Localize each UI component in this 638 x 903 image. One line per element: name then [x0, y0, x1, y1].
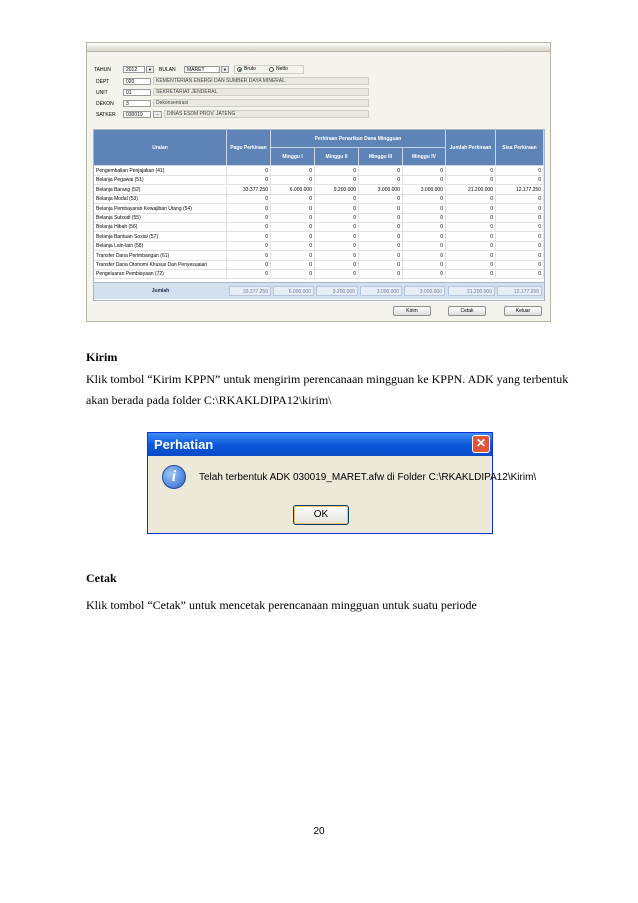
dept-label: DEPT — [96, 79, 110, 85]
cell-jumlah: 0 — [446, 205, 496, 214]
kirim-heading: Kirim — [86, 350, 118, 364]
cell-pagu: 0 — [227, 195, 271, 204]
cell-sisa: 0 — [496, 242, 544, 251]
cell-m4: 0 — [403, 167, 446, 176]
cell-uraian: Pengembalian Penjajakan (41) — [94, 167, 227, 176]
netto-radio-icon[interactable] — [269, 67, 274, 72]
satker-code-field[interactable]: 030019 — [123, 111, 151, 118]
cell-m2: 0 — [315, 167, 359, 176]
header-pagu: Pagu Perkiraan — [227, 130, 271, 166]
unit-code-field[interactable]: 01 — [123, 89, 151, 96]
bulan-dropdown-icon[interactable]: ▼ — [221, 66, 229, 73]
cell-m1: 0 — [271, 195, 315, 204]
cell-m3: 0 — [359, 167, 403, 176]
table-row[interactable] — [94, 205, 544, 214]
cell-m4: 0 — [403, 176, 446, 185]
bulan-label: BULAN — [159, 67, 176, 73]
tahun-select[interactable]: 2012 — [123, 66, 145, 73]
cell-m2: 9.200.000 — [315, 186, 359, 195]
cell-m3: 0 — [359, 252, 403, 261]
cell-m4: 0 — [403, 214, 446, 223]
perhatian-dialog — [147, 432, 537, 534]
total-sisa: 12.177.250 — [497, 286, 542, 296]
cell-pagu: 33.377.250 — [227, 186, 271, 195]
cell-pagu: 0 — [227, 252, 271, 261]
cell-pagu: 0 — [227, 167, 271, 176]
cell-m1: 0 — [271, 205, 315, 214]
cell-jumlah: 0 — [446, 223, 496, 232]
cell-pagu: 0 — [227, 205, 271, 214]
total-minggu-1: 6.000.000 — [273, 286, 314, 296]
cell-uraian: Belanja Pegawai (51) — [94, 176, 227, 185]
table-row[interactable] — [94, 223, 544, 232]
perkiraan-table — [93, 129, 545, 301]
cell-sisa: 12.177.250 — [496, 186, 544, 195]
cell-m3: 0 — [359, 242, 403, 251]
cell-m2: 0 — [315, 214, 359, 223]
cell-m3: 0 — [359, 205, 403, 214]
close-icon[interactable]: ✕ — [472, 435, 490, 453]
satker-name-field: DINAS ESDM PROV. JATENG — [164, 110, 369, 118]
kirim-paragraph-line-1: Klik tombol “Kirim KPPN” untuk mengirim perencanaan mingguan ke KPPN. ADK yang terbentuk — [86, 372, 569, 386]
cell-m2: 0 — [315, 261, 359, 270]
tahun-dropdown-icon[interactable]: ▼ — [146, 66, 154, 73]
unit-name-field: SEKRETARIAT JENDERAL — [153, 88, 369, 96]
cell-jumlah: 21.200.000 — [446, 186, 496, 195]
info-icon: i — [162, 465, 186, 489]
cell-m2: 0 — [315, 270, 359, 279]
cell-pagu: 0 — [227, 242, 271, 251]
cell-jumlah: 0 — [446, 242, 496, 251]
cell-m2: 0 — [315, 195, 359, 204]
cell-m3: 0 — [359, 261, 403, 270]
cell-uraian: Pengeluaran Pembiayaan (72) — [94, 270, 227, 279]
cell-m1: 0 — [271, 233, 315, 242]
page-number: 20 — [313, 826, 325, 837]
tahun-label: TAHUN — [94, 67, 111, 73]
table-row[interactable] — [94, 167, 544, 176]
cetak-button[interactable]: Cetak — [448, 306, 486, 316]
cell-sisa: 0 — [496, 223, 544, 232]
cell-uraian: Belanja Modal (53) — [94, 195, 227, 204]
cell-sisa: 0 — [496, 195, 544, 204]
total-label: Jumlah — [151, 288, 170, 294]
kirim-button[interactable]: Kirim — [393, 306, 431, 316]
cell-m4: 0 — [403, 233, 446, 242]
unit-label: UNIT — [96, 90, 108, 96]
total-pagu: 33.377.250 — [229, 286, 271, 296]
cell-m1: 0 — [271, 261, 315, 270]
cetak-paragraph-line-1: Klik tombol “Cetak” untuk mencetak perencanaan mingguan untuk suatu periode — [86, 598, 477, 612]
cell-uraian: Belanja Bantuan Sosial (57) — [94, 233, 227, 242]
window-titlebar — [87, 43, 550, 52]
table-row[interactable] — [94, 195, 544, 204]
cell-m2: 0 — [315, 176, 359, 185]
cell-m1: 0 — [271, 167, 315, 176]
bruto-radio-icon[interactable] — [237, 67, 242, 72]
dept-name-field: KEMENTERIAN ENERGI DAN SUMBER DAYA MINERAL — [153, 77, 369, 85]
bulan-select[interactable]: MARET — [184, 66, 220, 73]
cell-m2: 0 — [315, 223, 359, 232]
dept-code-field[interactable]: 020 — [123, 78, 151, 85]
cell-pagu: 0 — [227, 261, 271, 270]
table-row[interactable] — [94, 252, 544, 261]
cell-m3: 0 — [359, 270, 403, 279]
cell-m1: 0 — [271, 223, 315, 232]
cell-m2: 0 — [315, 252, 359, 261]
application-window — [86, 42, 551, 322]
table-row[interactable] — [94, 242, 544, 251]
keluar-button[interactable]: Keluar — [504, 306, 542, 316]
cell-m4: 3.000.000 — [403, 186, 446, 195]
cell-sisa: 0 — [496, 233, 544, 242]
cell-m4: 0 — [403, 205, 446, 214]
cell-m3: 0 — [359, 214, 403, 223]
header-minggu-3: Minggu III — [359, 148, 403, 166]
cell-m4: 0 — [403, 242, 446, 251]
cell-uraian: Belanja Barang (52) — [94, 186, 227, 195]
table-row[interactable] — [94, 186, 544, 195]
cell-uraian: Transfer Dana Perimbangan (61) — [94, 252, 227, 261]
cell-m3: 0 — [359, 233, 403, 242]
table-row[interactable] — [94, 270, 544, 279]
header-uraian: Uraian — [94, 130, 227, 166]
cell-m2: 0 — [315, 242, 359, 251]
table-row[interactable] — [94, 176, 544, 185]
cell-sisa: 0 — [496, 214, 544, 223]
cell-m4: 0 — [403, 261, 446, 270]
cell-m4: 0 — [403, 252, 446, 261]
cell-m2: 0 — [315, 205, 359, 214]
cell-sisa: 0 — [496, 205, 544, 214]
cell-m3: 0 — [359, 176, 403, 185]
cell-sisa: 0 — [496, 167, 544, 176]
cell-uraian: Belanja Lain-lain (58) — [94, 242, 227, 251]
kirim-paragraph-line-2: akan berada pada folder C:\RKAKLDIPA12\kirim\ — [86, 393, 332, 407]
total-jumlah: 21.200.000 — [448, 286, 495, 296]
header-jumlah: Jumlah Perkiraan — [446, 130, 496, 166]
cell-jumlah: 0 — [446, 167, 496, 176]
cell-pagu: 0 — [227, 214, 271, 223]
cell-jumlah: 0 — [446, 252, 496, 261]
cell-m1: 0 — [271, 214, 315, 223]
cell-m4: 0 — [403, 195, 446, 204]
cell-uraian: Belanja Pembayaran Kewajiban Utang (54) — [94, 205, 227, 214]
ok-button[interactable]: OK — [293, 505, 349, 525]
cell-pagu: 0 — [227, 223, 271, 232]
table-row[interactable] — [94, 233, 544, 242]
cell-pagu: 0 — [227, 233, 271, 242]
cell-m3: 3.000.000 — [359, 186, 403, 195]
cell-jumlah: 0 — [446, 195, 496, 204]
total-minggu-3: 3.000.000 — [360, 286, 402, 296]
cell-m2: 0 — [315, 233, 359, 242]
cell-jumlah: 0 — [446, 214, 496, 223]
header-sisa: Sisa Perkiraan — [496, 130, 544, 166]
cell-jumlah: 0 — [446, 261, 496, 270]
cell-uraian: Transfer Dana Otonomi Khusus Dan Penyesuaian — [94, 261, 227, 270]
dialog-title: Perhatian — [154, 437, 214, 452]
header-minggu-2: Minggu II — [315, 148, 359, 166]
dekon-label: DEKON — [96, 101, 114, 107]
cell-jumlah: 0 — [446, 233, 496, 242]
netto-label: Netto — [276, 66, 288, 72]
bruto-label: Bruto — [244, 66, 256, 72]
cell-sisa: 0 — [496, 261, 544, 270]
satker-label: SATKER — [96, 112, 116, 118]
cell-jumlah: 0 — [446, 270, 496, 279]
satker-browse-button[interactable]: ... — [153, 111, 162, 118]
cell-sisa: 0 — [496, 176, 544, 185]
cell-m4: 0 — [403, 270, 446, 279]
cell-pagu: 0 — [227, 176, 271, 185]
cell-m1: 0 — [271, 252, 315, 261]
cell-m1: 0 — [271, 270, 315, 279]
table-row[interactable] — [94, 214, 544, 223]
header-perkiraan-group: Perkiraan Penarikan Dana Mingguan — [271, 130, 446, 148]
table-row[interactable] — [94, 261, 544, 270]
cell-sisa: 0 — [496, 270, 544, 279]
cell-uraian: Belanja Subsidi (55) — [94, 214, 227, 223]
dekon-code-field[interactable]: 3 — [123, 100, 151, 107]
header-minggu-4: Minggu IV — [403, 148, 446, 166]
cell-m1: 6.000.000 — [271, 186, 315, 195]
cell-uraian: Belanja Hibah (56) — [94, 223, 227, 232]
cell-m3: 0 — [359, 195, 403, 204]
cell-m4: 0 — [403, 223, 446, 232]
cetak-heading: Cetak — [86, 571, 117, 585]
cell-sisa: 0 — [496, 252, 544, 261]
cell-m1: 0 — [271, 176, 315, 185]
total-row — [94, 282, 544, 299]
cell-jumlah: 0 — [446, 176, 496, 185]
total-minggu-4: 3.000.000 — [404, 286, 445, 296]
dekon-name-field: Dekonsentrasi — [153, 99, 369, 107]
dialog-message: Telah terbentuk ADK 030019_MARET.afw di Folder C:\RKAKLDIPA12\Kirim\ — [199, 472, 537, 483]
header-minggu-1: Minggu I — [271, 148, 315, 166]
cell-m1: 0 — [271, 242, 315, 251]
cell-m3: 0 — [359, 223, 403, 232]
dialog-titlebar — [148, 433, 492, 456]
total-minggu-2: 9.200.000 — [316, 286, 358, 296]
cell-pagu: 0 — [227, 270, 271, 279]
